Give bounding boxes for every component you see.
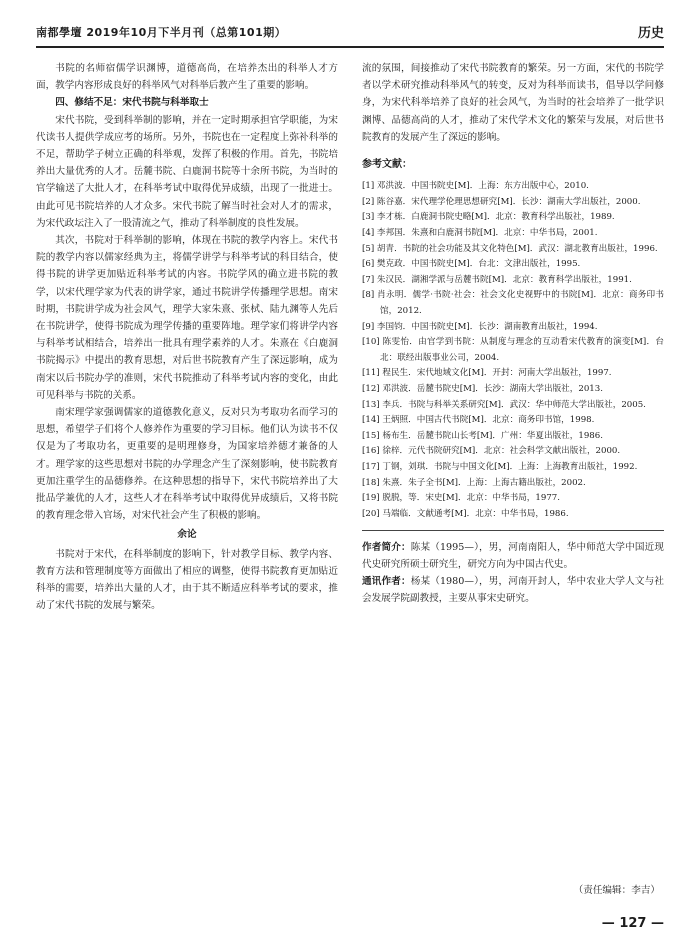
reference-item: [11] 程民生．宋代地域文化[M]．开封：河南大学出版社，1997. <box>362 368 612 379</box>
journal-name: 南都學壇 <box>36 26 82 39</box>
bio-label: 作者简介： <box>362 542 411 554</box>
left-column <box>36 60 338 615</box>
paragraph: 宋代书院，受到科举制的影响，并在一定时期承担官学职能，为宋代读书人提供学成应考的场所。另外，书院也在一定程度上弥补科举的不足，帮助学子树立正确的科举观，发挥了积极的作用。首先，书院培养出大量优秀的人才。岳麓书院、白鹿洞书院等十余所书院，为当时的官学输送了大批人才，在科举考试中取得优异成绩，出现了一批进士。由此可见书院培养的人才众多。宋代书院了解当时社会对人才的需求，为宋代政坛注入了一股清流之气，推动了科举制度的良性发展。 <box>36 114 338 229</box>
paragraph: 南宋理学家强调儒家的道德教化意义，反对只为考取功名而学习的思想，希望学子们将个人修养作为重要的学习目标。他们认为读书不仅仅是为了考取功名，更重要的是明理修身，为国家培养德才兼备的人才。理学家的这些思想对书院的办学理念产生了深刻影响，使书院教育更加注重学生的品德修养。在这种思想的指导下，宋代书院培养出了大批品学兼优的人才，这些人才在科举考试中取得优异成绩后，又将书院的教育理念带入官场，对宋代社会产生了积极的影响。 <box>36 407 338 522</box>
paragraph: 流的氛围，间接推动了宋代书院教育的繁荣。另一方面，宋代的书院学者以学术研究推动科举风气的转变，反对为科举而读书，倡导以学问修身，为宋代科举培养了良好的社会风气，为当时的社会培养了一批学识渊博、品德高尚的人才，推动了宋代学术文化的繁荣与发展，对后世书院教育的发展产生了深远的影响。 <box>362 63 664 143</box>
reference-item: [5] 胡青．书院的社会功能及其文化特色[M]．武汉：湖北教育出版社，1996. <box>362 243 658 254</box>
editor-note: （责任编辑：李吉） <box>573 885 660 896</box>
reference-item: [4] 李邦国．朱熹和白鹿洞书院[M]．北京：中华书局，2001. <box>362 228 598 238</box>
bio-entry <box>362 573 664 607</box>
right-column <box>362 60 664 607</box>
reference-item: [16] 徐梓．元代书院研究[M]．北京：社会科学文献出版社，2000. <box>362 446 621 457</box>
author-bio <box>362 539 664 607</box>
page-header <box>36 18 664 48</box>
conclusion-paragraph: 书院对于宋代，在科举制度的影响下，针对教学目标、教学内容、教育方法和管理制度等方面做出了相应的调整，使得书院教育更加贴近科举的需要，培养出大量的人才，由于其不断适应科举考试的要求，推动了宋代书院的发展与繁荣。 <box>36 548 338 612</box>
reference-item: [6] 樊克政．中国书院史[M]．台北：文津出版社，1995. <box>362 259 581 270</box>
reference-list <box>362 179 664 522</box>
reference-item: [20] 马端临．文献通考[M]．北京：中华书局，1986. <box>362 508 569 519</box>
paragraph: 书院的名师宿儒学识渊博，道德高尚，在培养杰出的科举人才方面，教学内容形成良好的科举风气对科举后教产生了重要的影响。 <box>36 63 338 92</box>
reference-item: [2] 陈谷嘉．宋代理学伦理思想研究[M]．长沙：湖南大学出版社，2000. <box>362 196 641 207</box>
reference-item: [7] 朱汉民．湖湘学派与岳麓书院[M]．北京：教育科学出版社，1991. <box>362 274 632 285</box>
conclusion-heading: 余论 <box>177 529 197 541</box>
reference-item: [12] 邓洪波．岳麓书院史[M]．长沙：湖南大学出版社，2013. <box>362 383 603 394</box>
section-heading: 四、修结不足：宋代书院与科举取士 <box>55 97 209 109</box>
issue-info: 2019年10月下半月刊（总第101期） <box>86 26 287 39</box>
bio-label: 通讯作者： <box>362 576 411 588</box>
reference-item: [19] 脱脱，等．宋史[M]．北京：中华书局，1977. <box>362 493 560 504</box>
reference-item: [14] 王炳照．中国古代书院[M]．北京：商务印书馆，1998. <box>362 415 595 426</box>
bio-text: 陈某（1995—），男，河南南阳人，华中师范大学中国近现代史研究所硕士研究生，研究方向为中国古代史。 <box>362 542 664 571</box>
reference-item: [13] 李兵．书院与科举关系研究[M]．武汉：华中师范大学出版社，2005. <box>362 399 646 410</box>
reference-item: [9] 李国钧．中国书院史[M]．长沙：湖南教育出版社，1994. <box>362 321 598 332</box>
references-title: 参考文献： <box>362 159 412 171</box>
paragraph: 其次，书院对于科举制的影响，体现在书院的教学内容上。宋代书院的教学内容以儒家经典为主，将儒学讲学与科举考试的科目结合，使得书院的讲学更加贴近科举考试的内容。书院学风的确立进书院的教学，以宋代理学家为代表的讲学家，通过书院讲学传播理学思想。南宋时期，书院讲学成为社会风气，理学大家朱熹、张栻、陆九渊等人先后在书院讲学，使得书院成为理学传播的重要阵地。理学家们将讲学内容与科举考试相结合，培养出一批具有理学素养的人才。朱熹在《白鹿洞书院揭示》中提出的教育思想，对后世书院教育产生了深远影响，成为南宋以后书院办学的准则，宋代书院推动了科举考试内容的变化，由此可见科举与书院的关系。 <box>36 235 338 401</box>
page-number: — 127 — <box>601 916 664 931</box>
reference-item: [1] 邓洪波．中国书院史[M]．上海：东方出版中心，2010. <box>362 181 589 192</box>
divider <box>362 530 664 531</box>
section-label: 历史 <box>637 26 664 41</box>
journal-running-head <box>36 24 286 40</box>
reference-item: [10] 陈雯怡．由官学到书院：从制度与理念的互动看宋代教育的演变[M]．台北：联经出版事业公司，2004. <box>362 337 664 363</box>
reference-item: [17] 丁钢，刘琪．书院与中国文化[M]．上海：上海教育出版社，1992. <box>362 461 638 472</box>
reference-item: [3] 李才栋．白鹿洞书院史略[M]．北京：教育科学出版社，1989. <box>362 212 615 223</box>
bio-entry <box>362 539 664 573</box>
reference-item: [15] 杨布生．岳麓书院山长考[M]．广州：华夏出版社，1986. <box>362 430 603 441</box>
bio-text: 杨某（1980—），男，河南开封人，华中农业大学人文与社会发展学院副教授，主要从事宋史研究。 <box>362 576 664 605</box>
reference-item: [18] 朱熹．朱子全书[M]．上海：上海古籍出版社，2002. <box>362 477 586 488</box>
reference-item: [8] 肖永明．儒学·书院·社会：社会文化史视野中的书院[M]．北京：商务印书馆，2012. <box>362 290 664 316</box>
